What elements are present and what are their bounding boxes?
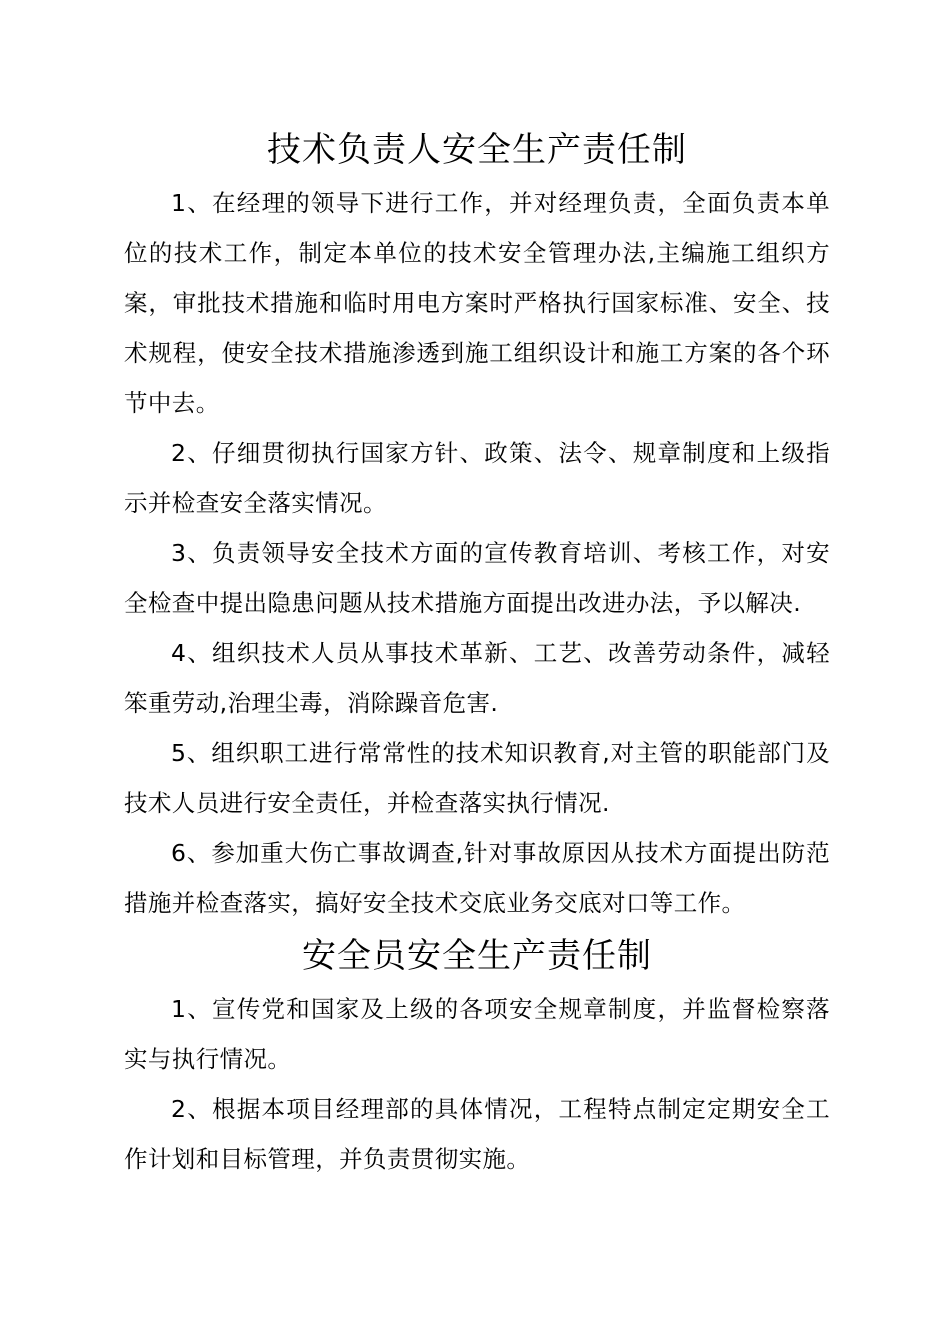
section-title-safety-officer: 安全员安全生产责任制: [302, 936, 652, 976]
section-title-tech-lead: 技术负责人安全生产责任制: [267, 130, 687, 170]
paragraph: 1、在经理的领导下进行工作，并对经理负责，全面负责本单位的技术工作，制定本单位的技术安全管理办法,主编施工组织方案，审批技术措施和临时用电方案时严格执行国家标准、安全、技术规程，使安全技术措施渗透到施工组织设计和施工方案的各个环节中去。: [124, 189, 830, 417]
paragraph: 6、参加重大伤亡事故调查,针对事故原因从技术方面提出防范措施并检查落实，搞好安全技术交底业务交底对口等工作。: [124, 839, 830, 917]
paragraph: 4、组织技术人员从事技术革新、工艺、改善劳动条件，减轻笨重劳动,治理尘毒，消除躁音危害.: [124, 639, 830, 717]
paragraph: 3、负责领导安全技术方面的宣传教育培训、考核工作，对安全检查中提出隐患问题从技术措施方面提出改进办法，予以解决.: [124, 539, 830, 617]
paragraph: 2、根据本项目经理部的具体情况，工程特点制定定期安全工作计划和目标管理，并负责贯彻实施。: [124, 1095, 830, 1173]
paragraph: 1、宣传党和国家及上级的各项安全规章制度，并监督检察落实与执行情况。: [124, 995, 830, 1073]
paragraph: 5、组织职工进行常常性的技术知识教育,对主管的职能部门及技术人员进行安全责任，并检查落实执行情况.: [124, 739, 830, 817]
paragraph: 2、仔细贯彻执行国家方针、政策、法令、规章制度和上级指示并检查安全落实情况。: [124, 439, 830, 517]
document-page: [124, 122, 830, 1184]
